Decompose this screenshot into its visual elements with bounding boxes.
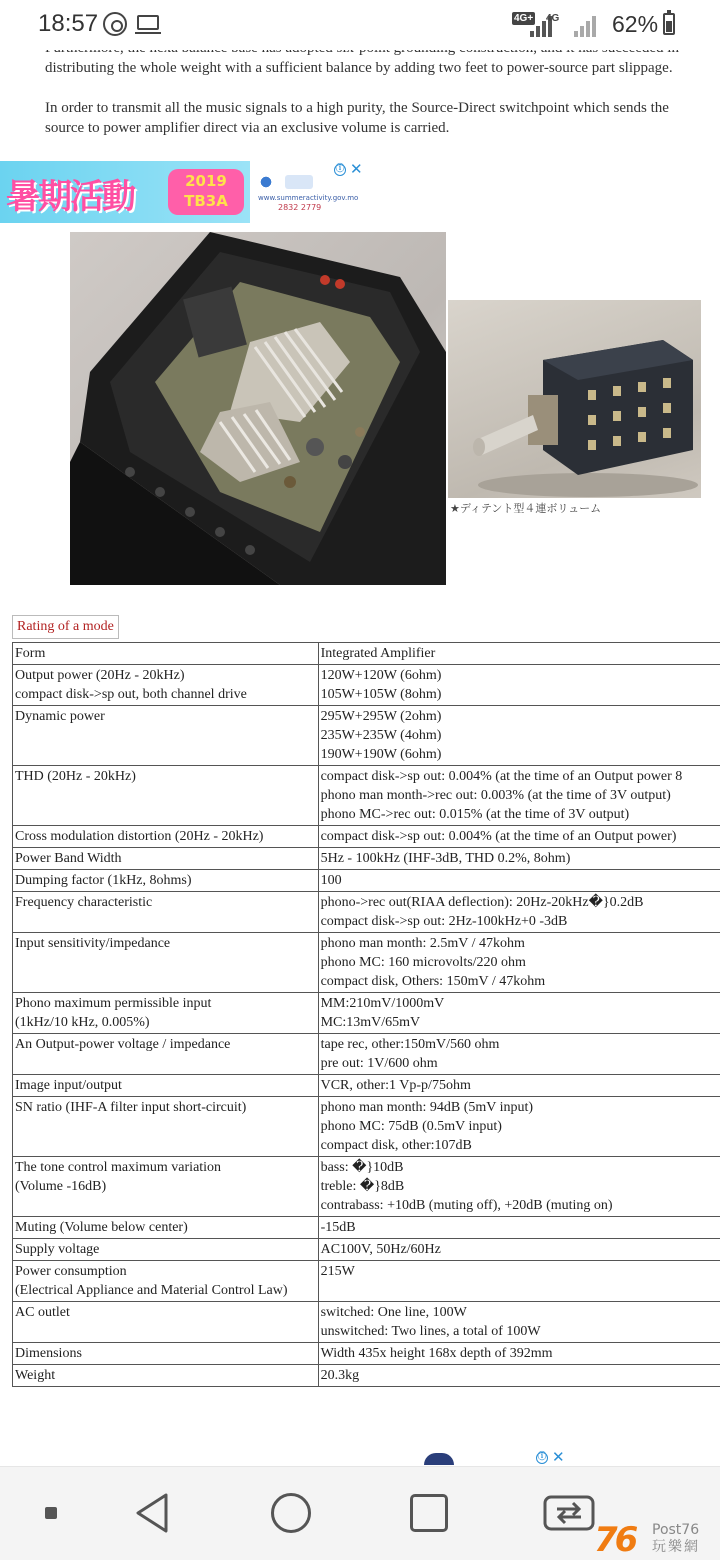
spec-key-line: AC outlet: [15, 1305, 70, 1320]
spec-key-cell: [13, 766, 319, 826]
spec-value-line: compact disk, other:107dB: [320, 1138, 472, 1153]
spec-key-line: Form: [15, 646, 46, 661]
spec-key-cell: [13, 826, 319, 848]
spec-value-cell: [318, 1365, 720, 1387]
spec-value-cell: [318, 1302, 720, 1343]
spec-value-cell: [318, 1217, 720, 1239]
spec-key-line: Frequency characteristic: [15, 895, 153, 910]
ad-phone: 2832 2779: [278, 203, 322, 212]
spec-key-cell: [13, 1097, 319, 1157]
post76-watermark: [590, 1520, 720, 1560]
spec-key-line: Dimensions: [15, 1346, 82, 1361]
spec-value-cell: [318, 892, 720, 933]
spec-value-cell: [318, 826, 720, 848]
spec-value-line: MM:210mV/1000mV: [320, 996, 445, 1011]
spec-value-line: 235W+235W (4ohm): [320, 728, 442, 743]
spec-key-line: Power Band Width: [15, 851, 122, 866]
table-row: [13, 766, 720, 826]
spec-value-cell: [318, 993, 720, 1034]
sponsor-logo-icon: [285, 175, 313, 189]
spec-value-line: compact disk->sp out: 0.004% (at the time of an Output power): [320, 829, 677, 844]
ad-year: 2019: [185, 172, 227, 190]
spec-value-line: phono MC->rec out: 0.015% (at the time of 3V output): [320, 807, 630, 822]
spec-key-line: (Volume -16dB): [15, 1179, 107, 1194]
spec-value-line: tape rec, other:150mV/560 ohm: [320, 1037, 500, 1052]
table-row: [13, 665, 720, 706]
ad-close-icon[interactable]: ✕: [350, 160, 363, 178]
search-icon: [103, 12, 127, 36]
recent-apps-icon[interactable]: [410, 1494, 448, 1532]
spec-value-line: 20.3kg: [320, 1368, 360, 1383]
battery-icon: [663, 13, 675, 35]
table-row: [13, 1075, 720, 1097]
ad-url: www.summeractivity.gov.mo: [258, 194, 359, 202]
spec-key-cell: [13, 706, 319, 766]
spec-key-line: An Output-power voltage / impedance: [15, 1037, 231, 1052]
spec-key-cell: [13, 1239, 319, 1261]
home-icon[interactable]: [271, 1493, 311, 1533]
spec-key-line: Cross modulation distortion (20Hz - 20kHz): [15, 829, 264, 844]
back-icon[interactable]: [132, 1491, 176, 1535]
spec-value-line: unswitched: Two lines, a total of 100W: [320, 1324, 541, 1339]
spec-value-line: 105W+105W (8ohm): [320, 687, 442, 702]
spec-value-line: bass: �}10dB: [320, 1160, 404, 1175]
ad-artwork[interactable]: [0, 161, 250, 223]
spec-value-line: 5Hz - 100kHz (IHF-3dB, THD 0.2%, 8ohm): [320, 851, 571, 866]
spec-value-cell: [318, 643, 720, 665]
spec-value-cell: [318, 665, 720, 706]
watermark-brand: Post76: [652, 1522, 700, 1538]
status-bar: [0, 0, 720, 50]
status-time: 18:57: [38, 10, 99, 37]
ad-banner[interactable]: [0, 161, 365, 223]
spec-value-line: 100: [320, 873, 342, 888]
spec-key-line: Output power (20Hz - 20kHz): [15, 668, 185, 683]
table-row: [13, 1097, 720, 1157]
spec-value-line: phono man month->rec out: 0.003% (at the time of 3V output): [320, 788, 671, 803]
sponsor-logo-icon: [255, 175, 277, 189]
spec-value-line: Width 435x height 168x depth of 392mm: [320, 1346, 553, 1361]
table-row: [13, 870, 720, 892]
spec-key-cell: [13, 643, 319, 665]
table-row: [13, 993, 720, 1034]
spec-value-cell: [318, 1075, 720, 1097]
bottom-ad-strip[interactable]: [0, 1448, 720, 1468]
spec-key-cell: [13, 1302, 319, 1343]
table-row: [13, 1239, 720, 1261]
article-paragraph-clipped: distributing the whole weight with a sufficient balance by adding two feet to power-source part slippage.: [45, 60, 673, 76]
spec-value-line: Integrated Amplifier: [320, 646, 436, 661]
spec-value-line: phono MC: 75dB (0.5mV input): [320, 1119, 502, 1134]
spec-key-line: Input sensitivity/impedance: [15, 936, 171, 951]
spec-value-cell: [318, 1261, 720, 1302]
spec-key-cell: [13, 1217, 319, 1239]
amplifier-interior-photo: [70, 232, 446, 585]
ad-logos: [255, 175, 313, 189]
photo-caption: ★ディテント型４連ボリューム: [450, 502, 602, 515]
table-row: [13, 1217, 720, 1239]
spec-value-cell: [318, 870, 720, 892]
spec-key-line: Power consumption: [15, 1264, 127, 1279]
switch-apps-icon[interactable]: [543, 1493, 595, 1533]
spec-key-cell: [13, 1365, 319, 1387]
spec-table: [12, 642, 720, 1387]
volume-potentiometer-photo: [448, 300, 701, 498]
ad-info-icon[interactable]: ⓘ: [335, 164, 345, 174]
article-body: [45, 40, 710, 158]
screen-cast-icon: [137, 15, 159, 30]
table-row: [13, 643, 720, 665]
ad-thumbnail[interactable]: [424, 1453, 454, 1465]
spec-value-line: 120W+120W (6ohm): [320, 668, 442, 683]
ad-title: 暑期活動: [6, 177, 134, 217]
spec-value-cell: [318, 933, 720, 993]
spec-value-line: compact disk->sp out: 0.004% (at the time of an Output power 8: [320, 769, 683, 784]
table-row: [13, 1365, 720, 1387]
spec-key-cell: [13, 933, 319, 993]
spec-value-line: compact disk->sp out: 2Hz-100kHz+0 -3dB: [320, 914, 568, 929]
spec-value-line: VCR, other:1 Vp-p/75ohm: [320, 1078, 471, 1093]
spec-value-cell: [318, 1097, 720, 1157]
nav-indicator-icon[interactable]: [45, 1507, 57, 1519]
network-type-label: 4G+: [514, 13, 534, 24]
table-row: [13, 1034, 720, 1075]
spec-value-line: switched: One line, 100W: [320, 1305, 467, 1320]
table-row: [13, 848, 720, 870]
ad-close-icon[interactable]: ✕: [552, 1448, 565, 1466]
spec-value-line: phono->rec out(RIAA deflection): 20Hz-20kHz�}0.2dB: [320, 895, 644, 910]
watermark-number: 76: [594, 1520, 636, 1560]
ad-sponsor[interactable]: [250, 161, 365, 223]
spec-key-line: The tone control maximum variation: [15, 1160, 222, 1175]
spec-value-cell: [318, 1034, 720, 1075]
spec-value-cell: [318, 1343, 720, 1365]
spec-key-line: (1kHz/10 kHz, 0.005%): [15, 1015, 150, 1030]
table-row: [13, 1157, 720, 1217]
spec-value-line: compact disk, Others: 150mV / 47kohm: [320, 974, 546, 989]
spec-key-line: Dynamic power: [15, 709, 105, 724]
spec-value-cell: [318, 1157, 720, 1217]
spec-key-cell: [13, 1343, 319, 1365]
spec-key-line: Dumping factor (1kHz, 8ohms): [15, 873, 192, 888]
table-row: [13, 826, 720, 848]
spec-value-line: phono man month: 2.5mV / 47kohm: [320, 936, 525, 951]
ad-year-badge: [168, 169, 244, 215]
spec-key-cell: [13, 1075, 319, 1097]
table-row: [13, 706, 720, 766]
spec-value-line: contrabass: +10dB (muting off), +20dB (muting on): [320, 1198, 613, 1213]
spec-value-cell: [318, 848, 720, 870]
signal-icon-2: [574, 13, 604, 37]
spec-value-line: MC:13mV/65mV: [320, 1015, 421, 1030]
spec-key-cell: [13, 1034, 319, 1075]
table-row: [13, 933, 720, 993]
spec-key-cell: [13, 870, 319, 892]
spec-value-cell: [318, 1239, 720, 1261]
spec-table-caption: Rating of a mode: [12, 615, 119, 639]
spec-key-line: SN ratio (IHF-A filter input short-circuit): [15, 1100, 247, 1115]
spec-value-line: AC100V, 50Hz/60Hz: [320, 1242, 441, 1257]
spec-key-cell: [13, 1157, 319, 1217]
ad-tag: TB3A: [184, 192, 228, 210]
spec-key-line: compact disk->sp out, both channel drive: [15, 687, 247, 702]
spec-value-cell: [318, 706, 720, 766]
spec-key-cell: [13, 848, 319, 870]
spec-value-line: 215W: [320, 1264, 355, 1279]
spec-key-line: (Electrical Appliance and Material Control Law): [15, 1283, 288, 1298]
watermark-sub: 玩樂網: [652, 1539, 700, 1555]
spec-key-cell: [13, 892, 319, 933]
spec-value-line: treble: �}8dB: [320, 1179, 405, 1194]
network-type-label-2: 4G: [546, 13, 560, 24]
spec-key-line: Supply voltage: [15, 1242, 100, 1257]
spec-value-cell: [318, 766, 720, 826]
battery-percent: 62%: [612, 11, 659, 37]
spec-value-line: phono man month: 94dB (5mV input): [320, 1100, 534, 1115]
spec-key-line: THD (20Hz - 20kHz): [15, 769, 136, 784]
spec-key-cell: [13, 665, 319, 706]
spec-key-line: Weight: [15, 1368, 56, 1383]
ad-info-icon[interactable]: ⓘ: [537, 1452, 547, 1462]
table-row: [13, 1261, 720, 1302]
spec-value-line: 190W+190W (6ohm): [320, 747, 442, 762]
spec-value-line: 295W+295W (2ohm): [320, 709, 442, 724]
spec-key-line: Image input/output: [15, 1078, 122, 1093]
spec-key-cell: [13, 1261, 319, 1302]
spec-value-line: pre out: 1V/600 ohm: [320, 1056, 438, 1071]
table-row: [13, 1302, 720, 1343]
spec-value-line: -15dB: [320, 1220, 356, 1235]
table-row: [13, 1343, 720, 1365]
spec-key-line: Muting (Volume below center): [15, 1220, 188, 1235]
spec-value-line: phono MC: 160 microvolts/220 ohm: [320, 955, 526, 970]
spec-key-cell: [13, 993, 319, 1034]
spec-key-line: Phono maximum permissible input: [15, 996, 212, 1011]
table-row: [13, 892, 720, 933]
article-paragraph: In order to transmit all the music signals to a high purity, the Source-Direct switchpoint which sends the source to power amplifier direct via an exclusive volume is carried.: [45, 100, 669, 136]
